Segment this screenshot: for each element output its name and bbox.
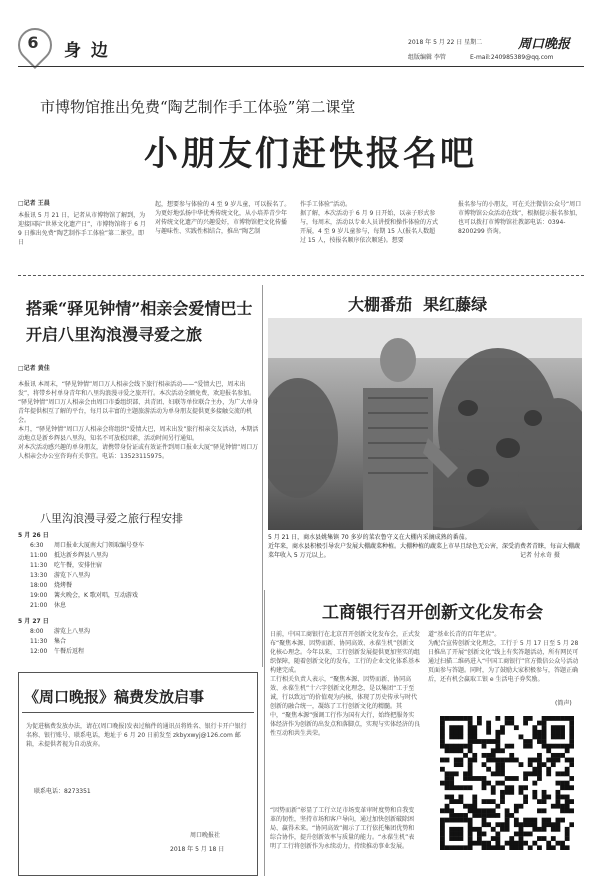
tomato-photo-art <box>268 318 582 530</box>
header-email: E-mail:240985389@qq.com <box>470 54 554 61</box>
art5-col2: “因势而新”彰显了工行立足市场变革审时度势和自我变革的韧性，坚持市场和客户导向，通过加快创新破除困局、赢得未来。“协同高效”揭示了工行依托集团优势和综合协作，提升创新效率与质量的能力。“永葆生机”表明了工行将创新作为永续动力，持续推动事业发展。 <box>270 807 415 850</box>
schedule-row: 12:00 午餐后返程 <box>30 648 85 655</box>
art5-headline: 工商银行召开创新文化发布会 <box>322 603 543 623</box>
notice-rule <box>22 712 254 713</box>
schedule-row: 13:30 游览下八里沟 <box>30 572 91 579</box>
schedule-row: 11:00 抵达新乡辉县八里沟 <box>30 552 109 559</box>
art4-title: 《周口晚报》稿费发放启事 <box>24 688 205 706</box>
qr-code-graphic <box>440 716 574 850</box>
schedule-title: 八里沟浪漫寻爱之旅行程安排 <box>40 512 183 525</box>
schedule-row: 11:30 吃午餐，安排住宿 <box>30 562 103 569</box>
art3-credit: 记者 付永奇 摄 <box>520 552 560 559</box>
art5-credit: (简声) <box>555 700 572 707</box>
art1-kicker: 市博物馆推出免费“陶艺制作手工体验”第二课堂 <box>40 98 356 116</box>
art4-body: 为促进稿费发放办法，请在(周口晚报)发表过稿件的通讯员将姓名、银行卡开户银行名称、银行账号、联系电话，地址于 6 月 20 日前发至 zkbyxwyj@126.com 邮箱，未提供者视为自动放弃。 <box>26 723 247 748</box>
schedule-row: 11:30 集合 <box>30 638 67 645</box>
header-rule <box>18 66 584 67</box>
art4-signature: 周口晚报社 <box>190 832 221 839</box>
schedule-row: 8:00 游览上八里沟 <box>30 628 91 635</box>
art5-col3: 道“基业长青的百年老店”。 为配合宣传创新文化理念，工行于 5 月 17 日至 5 月 28 日推出了开展“创新文化”线上有奖答题活动，所有网民可通过扫描二维码进入“中国工商银行”官方微信公众号活动页面参与答题。同时，为了鼓励大家积极参与，答题正确后，还有机会赢取工银 e 生活电子券奖励。 <box>428 631 579 683</box>
column-divider <box>264 590 265 876</box>
art1-col2: 起，想要参与体验的 4 至 9 岁儿童，可以报名了。 为更好地弘扬中华优秀传统文化，从小培养青少年对传统文化遗产的兴趣爱好，市博物馆把文化传播与趣味性、实践性相结合，推出“陶艺制 <box>155 201 291 235</box>
section-divider <box>18 275 584 276</box>
art4-date: 2018 年 5 月 18 日 <box>170 846 225 853</box>
schedule-row: 19:00 篝火晚会，K 歌对唱，互动游戏 <box>30 592 138 599</box>
tomato-photo <box>268 318 582 530</box>
art1-col4: 报名参与的小朋友，可在关注微信公众号“周口市博物馆公众活动在线”，根据提示报名参加，也可以拨打市博物馆社教部电话：0394-8200299 咨询。 <box>458 201 582 235</box>
art2-headline-1: 搭乘“驿见钟情”相亲会爱情巴士 <box>26 299 253 318</box>
schedule-row: 18:00 烧烤餐 <box>30 582 73 589</box>
schedule <box>18 532 258 658</box>
art4-contact: 联系电话：8273351 <box>34 788 91 795</box>
masthead-logo: 周口晚报 <box>518 37 571 52</box>
art2-body: 本报讯 本周末，“驿见钟情”周口万人相亲会线下旅行相亲活动——“爱情大巴，周末出发”，将带乡村单身青年和八里沟浪漫寻爱之旅开行。本次活动全额免费，欢迎报名参加。 “驿见钟情”周口万人相亲会由周口市委组织部、共青团、妇联等单位联合主办，为广大单身青年提供相互了解的平台，每月以丰富的主题旅游活动为单身朋友提供更多接触交流的机会。 本月，“驿见钟情”周口万人相亲会将组织“爱情大巴，周末出发”旅行相亲交友活动，本期活动地点是新乡辉县八里沟，知名不可放松因素，活动时间另行通知。 对本次活动感兴趣的单身朋友，请携带身份证或有效证件到周口报业大厦“驿见钟情”周口万人相亲会办公室咨询有关事宜。电话：13523115975。 <box>18 381 259 460</box>
art1-col1: 本报讯 5 月 21 日，记者从市博物馆了解到，为迎接国际“世界文化遗产日”，市博物馆将于 6 月 9 日推出免费“陶艺制作手工体验”第二课堂。即日 <box>18 212 146 246</box>
page-number: 6 <box>27 33 39 52</box>
schedule-day1-label: 5 月 26 日 <box>18 532 49 539</box>
art2-headline-2: 开启八里沟浪漫寻爱之旅 <box>26 325 203 344</box>
schedule-row: 21:00 休息 <box>30 602 67 609</box>
schedule-day2-label: 5 月 27 日 <box>18 618 49 625</box>
art2-byline: □记者 黄佳 <box>18 365 50 372</box>
section-title: 身 边 <box>64 41 110 61</box>
schedule-row: 6:30 周口报业大厦南大门领取编号登车 <box>30 542 145 549</box>
qr-code[interactable] <box>440 716 574 850</box>
art1-headline: 小朋友们赶快报名吧 <box>144 134 477 174</box>
art1-byline: □记者 王晨 <box>18 200 50 207</box>
header-date: 2018 年 5 月 22 日 星期二 <box>408 39 483 46</box>
header-editor: 组版编辑 李管 <box>408 54 446 61</box>
column-divider <box>262 285 263 667</box>
art1-col3: 作手工体验”活动。 据了解，本次活动于 6 月 9 日开始，以亲子形式参与，每周末，活动以专业人员讲授和操作体验的方式开展，4 至 9 岁儿童参与，每期 15 人(报名人数超过 15 人，按报名顺序依次顺延)。想要 <box>300 201 439 244</box>
art3-caption: 5 月 21 日，商水县姚集镇 70 多岁的菜农鲁守义在大棚内采摘成熟的番茄。 近年来，商水县积极引导农户发展大棚蔬菜种植。大棚种植的蔬菜上市早且绿色无公害，深受消费者青睐，每亩大棚蔬菜年收入 5 万元以上。 <box>268 534 581 559</box>
art3-headline: 大棚番茄 果红藤绿 <box>348 295 488 314</box>
art5-col1: 日前，中国工商银行在北京召开创新文化发布会，正式发布“聚焦本源、因势而新、协同高效、永葆生机”创新文化核心理念。今年以来，工行创新发展提供更加坚实的组织保障，随着创新文化的发布，工行的企业文化体系基本构建完成。 工行相关负责人表示，“聚焦本源、因势而新、协同高效、永葆生机”十六字创新文化理念，是以集团“工于至诚，行以致远”的价值观为内核，体现了历史传承与时代创新的融合统一，凝练了工行创新文化的精髓。其中，“聚焦本源”强调工行作为国有大行，始终把服务实体经济作为创新的出发点和落脚点，实现与实体经济的良性互动和共生共荣。 <box>270 631 420 737</box>
